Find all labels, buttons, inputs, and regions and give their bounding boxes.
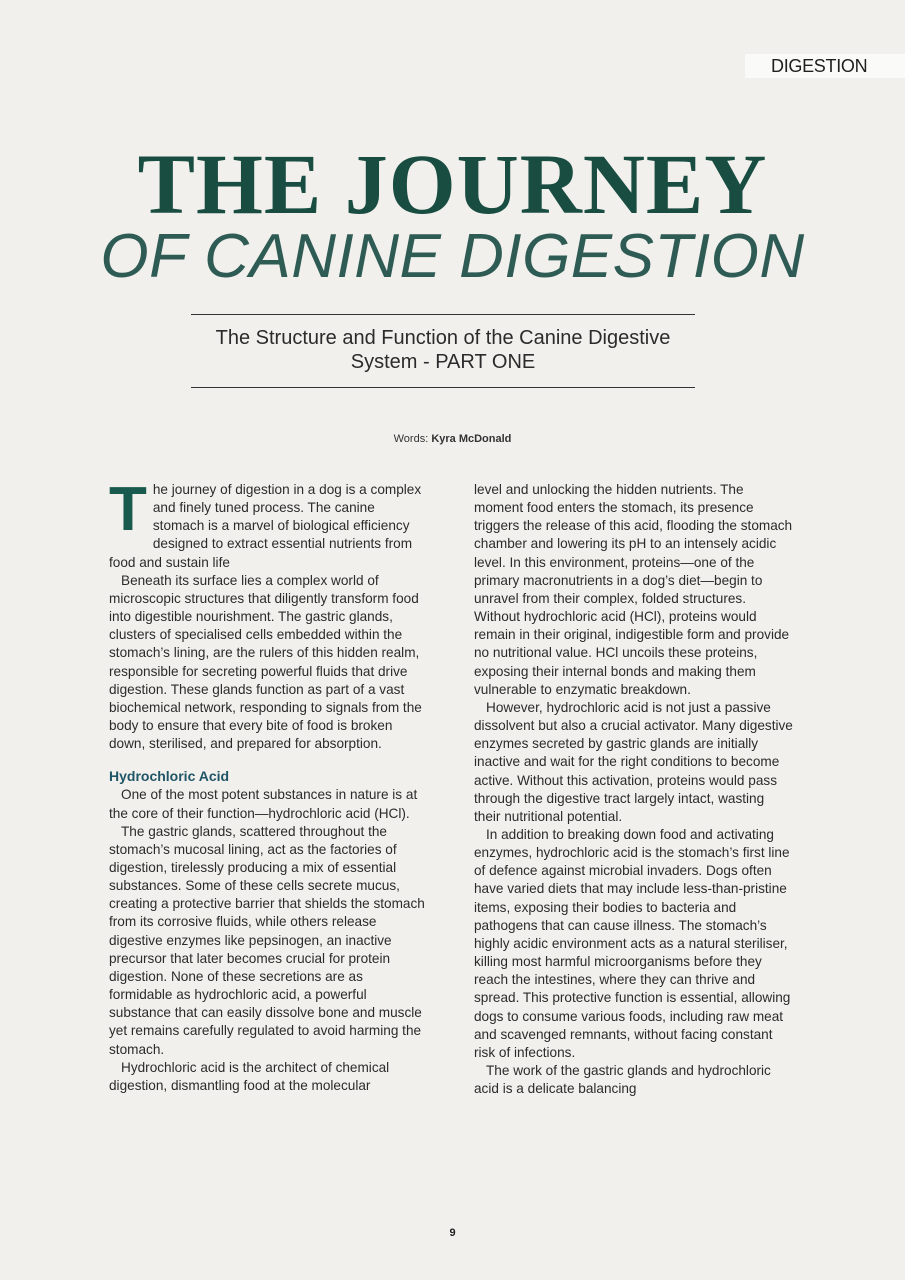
deck-rule-top: [191, 314, 695, 315]
deck-rule-bottom: [191, 387, 695, 388]
intro-text: he journey of digestion in a dog is a complex and finely tuned process. The canine stomach is a marvel of biological efficiency designed to extract essential nutrients from food and sustain life: [109, 482, 422, 570]
page-number: 9: [449, 1227, 456, 1239]
section-tag: DIGESTION: [745, 54, 905, 78]
intro-paragraph: [109, 475, 429, 572]
byline-label: Words:: [393, 433, 429, 445]
body-paragraph: The work of the gastric glands and hydrochloric acid is a delicate balancing: [474, 1063, 771, 1097]
drop-cap: T: [109, 475, 147, 544]
body-paragraph: The gastric glands, scattered throughout the stomach’s mucosal lining, act as the factories of digestion, tirelessly producing a mix of essential substances. Some of these cells secrete mucus, creating a protective barrier that shields the stomach from its corrosive fluids, while others release digestive enzymes like pepsinogen, an inactive precursor that later becomes crucial for protein digestion. None of these secretions are as formidable as hydrochloric acid, a powerful substance that can easily dissolve bone and muscle yet remains carefully regulated to avoid harming the stomach.: [109, 823, 425, 1057]
body-paragraph: Hydrochloric acid is the architect of chemical digestion, dismantling food at the molecular: [109, 1059, 390, 1093]
body-paragraph: Beneath its surface lies a complex world of microscopic structures that diligently transform food into digestible nourishment. The gastric glands, clusters of specialised cells embedded within the stomach’s lining, are the rulers of this hidden realm, responsible for secreting powerful fluids that drive digestion. These glands function as part of a vast biochemical network, responding to signals from the body to ensure that every bite of food is broken down, sterilised, and prepared for absorption.: [109, 572, 422, 752]
byline: [0, 433, 905, 445]
left-column: [109, 475, 429, 1095]
article-title: THE JOURNEY: [137, 136, 768, 232]
byline-author: Kyra McDonald: [431, 433, 512, 445]
body-paragraph: One of the most potent substances in nature is at the core of their function—hydrochloric acid (HCl).: [109, 787, 418, 821]
article-title-sub: OF CANINE DIGESTION: [100, 222, 805, 291]
body-paragraph: In addition to breaking down food and activating enzymes, hydrochloric acid is the stomach’s first line of defence against microbial invaders. Dogs often have varied diets that may include less-than-pristine items, exposing their bodies to bacteria and pathogens that can cause illness. The stomach’s highly acidic environment acts as a natural steriliser, killing most harmful microorganisms before they reach the intestines, where they can thrive and spread. This protective function is essential, allowing dogs to consume various foods, including raw meat and scavenged remnants, without facing constant risk of infections.: [474, 826, 791, 1060]
section-heading: Hydrochloric Acid: [109, 768, 230, 785]
body-paragraph: However, hydrochloric acid is not just a passive dissolvent but also a crucial activator. Many digestive enzymes secreted by gastric glands are initially inactive and wait for the right conditions to become active. Without this activation, proteins would pass through the digestive tract largely intact, wasting their nutritional potential.: [474, 699, 793, 824]
article-deck: The Structure and Function of the Canine Digestive System - PART ONE: [215, 327, 671, 373]
right-column: [474, 481, 794, 1098]
body-paragraph: level and unlocking the hidden nutrients. The moment food enters the stomach, its presence triggers the release of this acid, flooding the stomach chamber and lowering its pH to an intensely acidic level. In this environment, proteins—one of the primary macronutrients in a dog’s diet—begin to unravel from their complex, folded structures. Without hydrochloric acid (HCl), proteins would remain in their original, indigestible form and provide no nutritional value. HCl uncoils these proteins, exposing their internal bonds and making them vulnerable to enzymatic breakdown.: [474, 482, 793, 697]
